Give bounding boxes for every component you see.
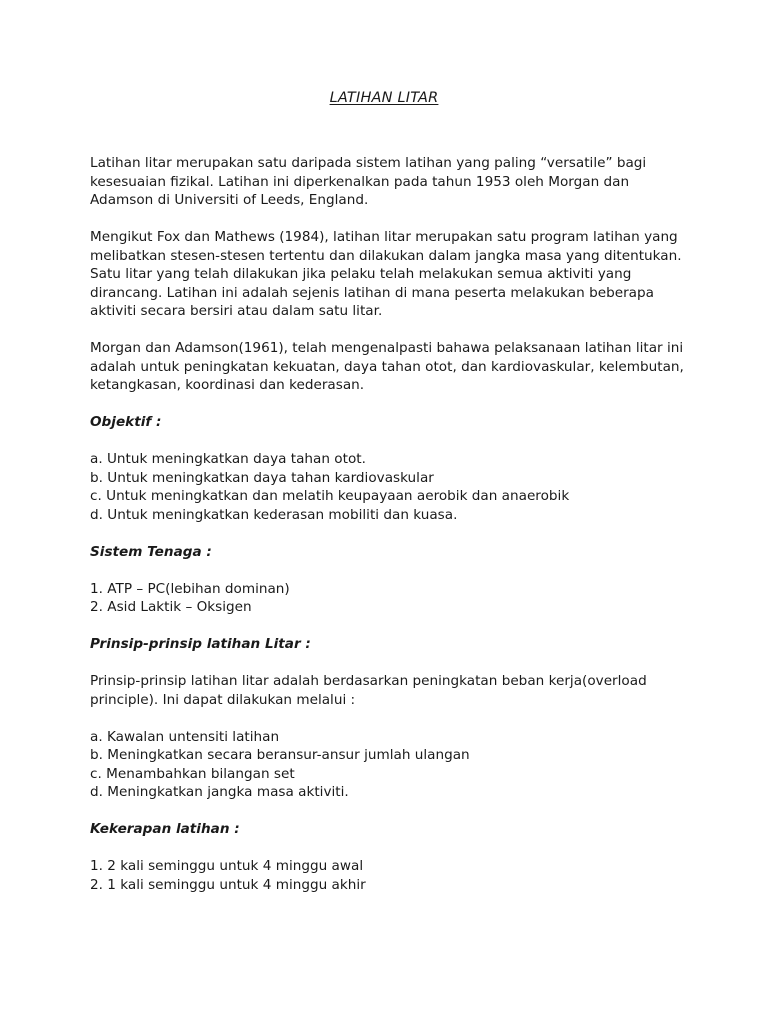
list-item: b. Meningkatkan secara beransur-ansur jumlah ulangan xyxy=(90,747,470,763)
list-sistem-tenaga xyxy=(90,580,690,617)
list-item: c. Untuk meningkatkan dan melatih keupayaan aerobik dan anaerobik xyxy=(90,488,570,504)
list-item: 1. 2 kali seminggu untuk 4 minggu awal xyxy=(90,858,364,874)
list-kekerapan xyxy=(90,857,690,894)
heading-prinsip: Prinsip-prinsip latihan Litar : xyxy=(90,636,311,652)
list-item: a. Untuk meningkatkan daya tahan otot. xyxy=(90,451,366,467)
list-item: 1. ATP – PC(lebihan dominan) xyxy=(90,580,290,597)
list-item: d. Meningkatkan jangka masa aktiviti. xyxy=(90,784,349,800)
heading-kekerapan: Kekerapan latihan : xyxy=(90,821,240,837)
list-item: c. Menambahkan bilangan set xyxy=(90,765,295,782)
list-item: d. Untuk meningkatkan kederasan mobiliti dan kuasa. xyxy=(90,506,458,523)
document-title: LATIHAN LITAR xyxy=(329,90,439,106)
heading-sistem-tenaga: Sistem Tenaga : xyxy=(90,543,212,560)
list-item: 2. Asid Laktik – Oksigen xyxy=(90,599,252,615)
paragraph-fox-mathews: Mengikut Fox dan Mathews (1984), latihan litar merupakan satu program latihan yang melibatkan stesen-stesen tertentu dan dilakukan dalam jangka masa yang ditentukan. Satu litar yang telah dilakukan jika pelaku telah melakukan semua aktiviti yang dirancang. Latihan ini adalah sejenis latihan di mana peserta melakukan beberapa aktiviti secara bersiri atau dalam satu litar. xyxy=(90,229,682,319)
paragraph-prinsip-intro: Prinsip-prinsip latihan litar adalah berdasarkan peningkatan beban kerja(overload principle). Ini dapat dilakukan melalui : xyxy=(90,673,647,708)
list-item: b. Untuk meningkatkan daya tahan kardiovaskular xyxy=(90,469,434,486)
list-prinsip xyxy=(90,728,690,802)
heading-objektif: Objektif : xyxy=(90,414,162,430)
list-item: 2. 1 kali seminggu untuk 4 minggu akhir xyxy=(90,876,366,893)
document-body xyxy=(90,154,690,894)
paragraph-morgan-adamson: Morgan dan Adamson(1961), telah mengenalpasti bahawa pelaksanaan latihan litar ini adalah untuk peningkatan kekuatan, daya tahan otot, dan kardiovaskular, kelembutan, ketangkasan, koordinasi dan kederasan. xyxy=(90,340,684,393)
list-objektif xyxy=(90,450,690,524)
paragraph-intro: Latihan litar merupakan satu daripada sistem latihan yang paling “versatile” bagi kesesuaian fizikal. Latihan ini diperkenalkan pada tahun 1953 oleh Morgan dan Adamson di Universiti of Leeds, England. xyxy=(90,155,647,208)
list-item: a. Kawalan untensiti latihan xyxy=(90,728,280,745)
